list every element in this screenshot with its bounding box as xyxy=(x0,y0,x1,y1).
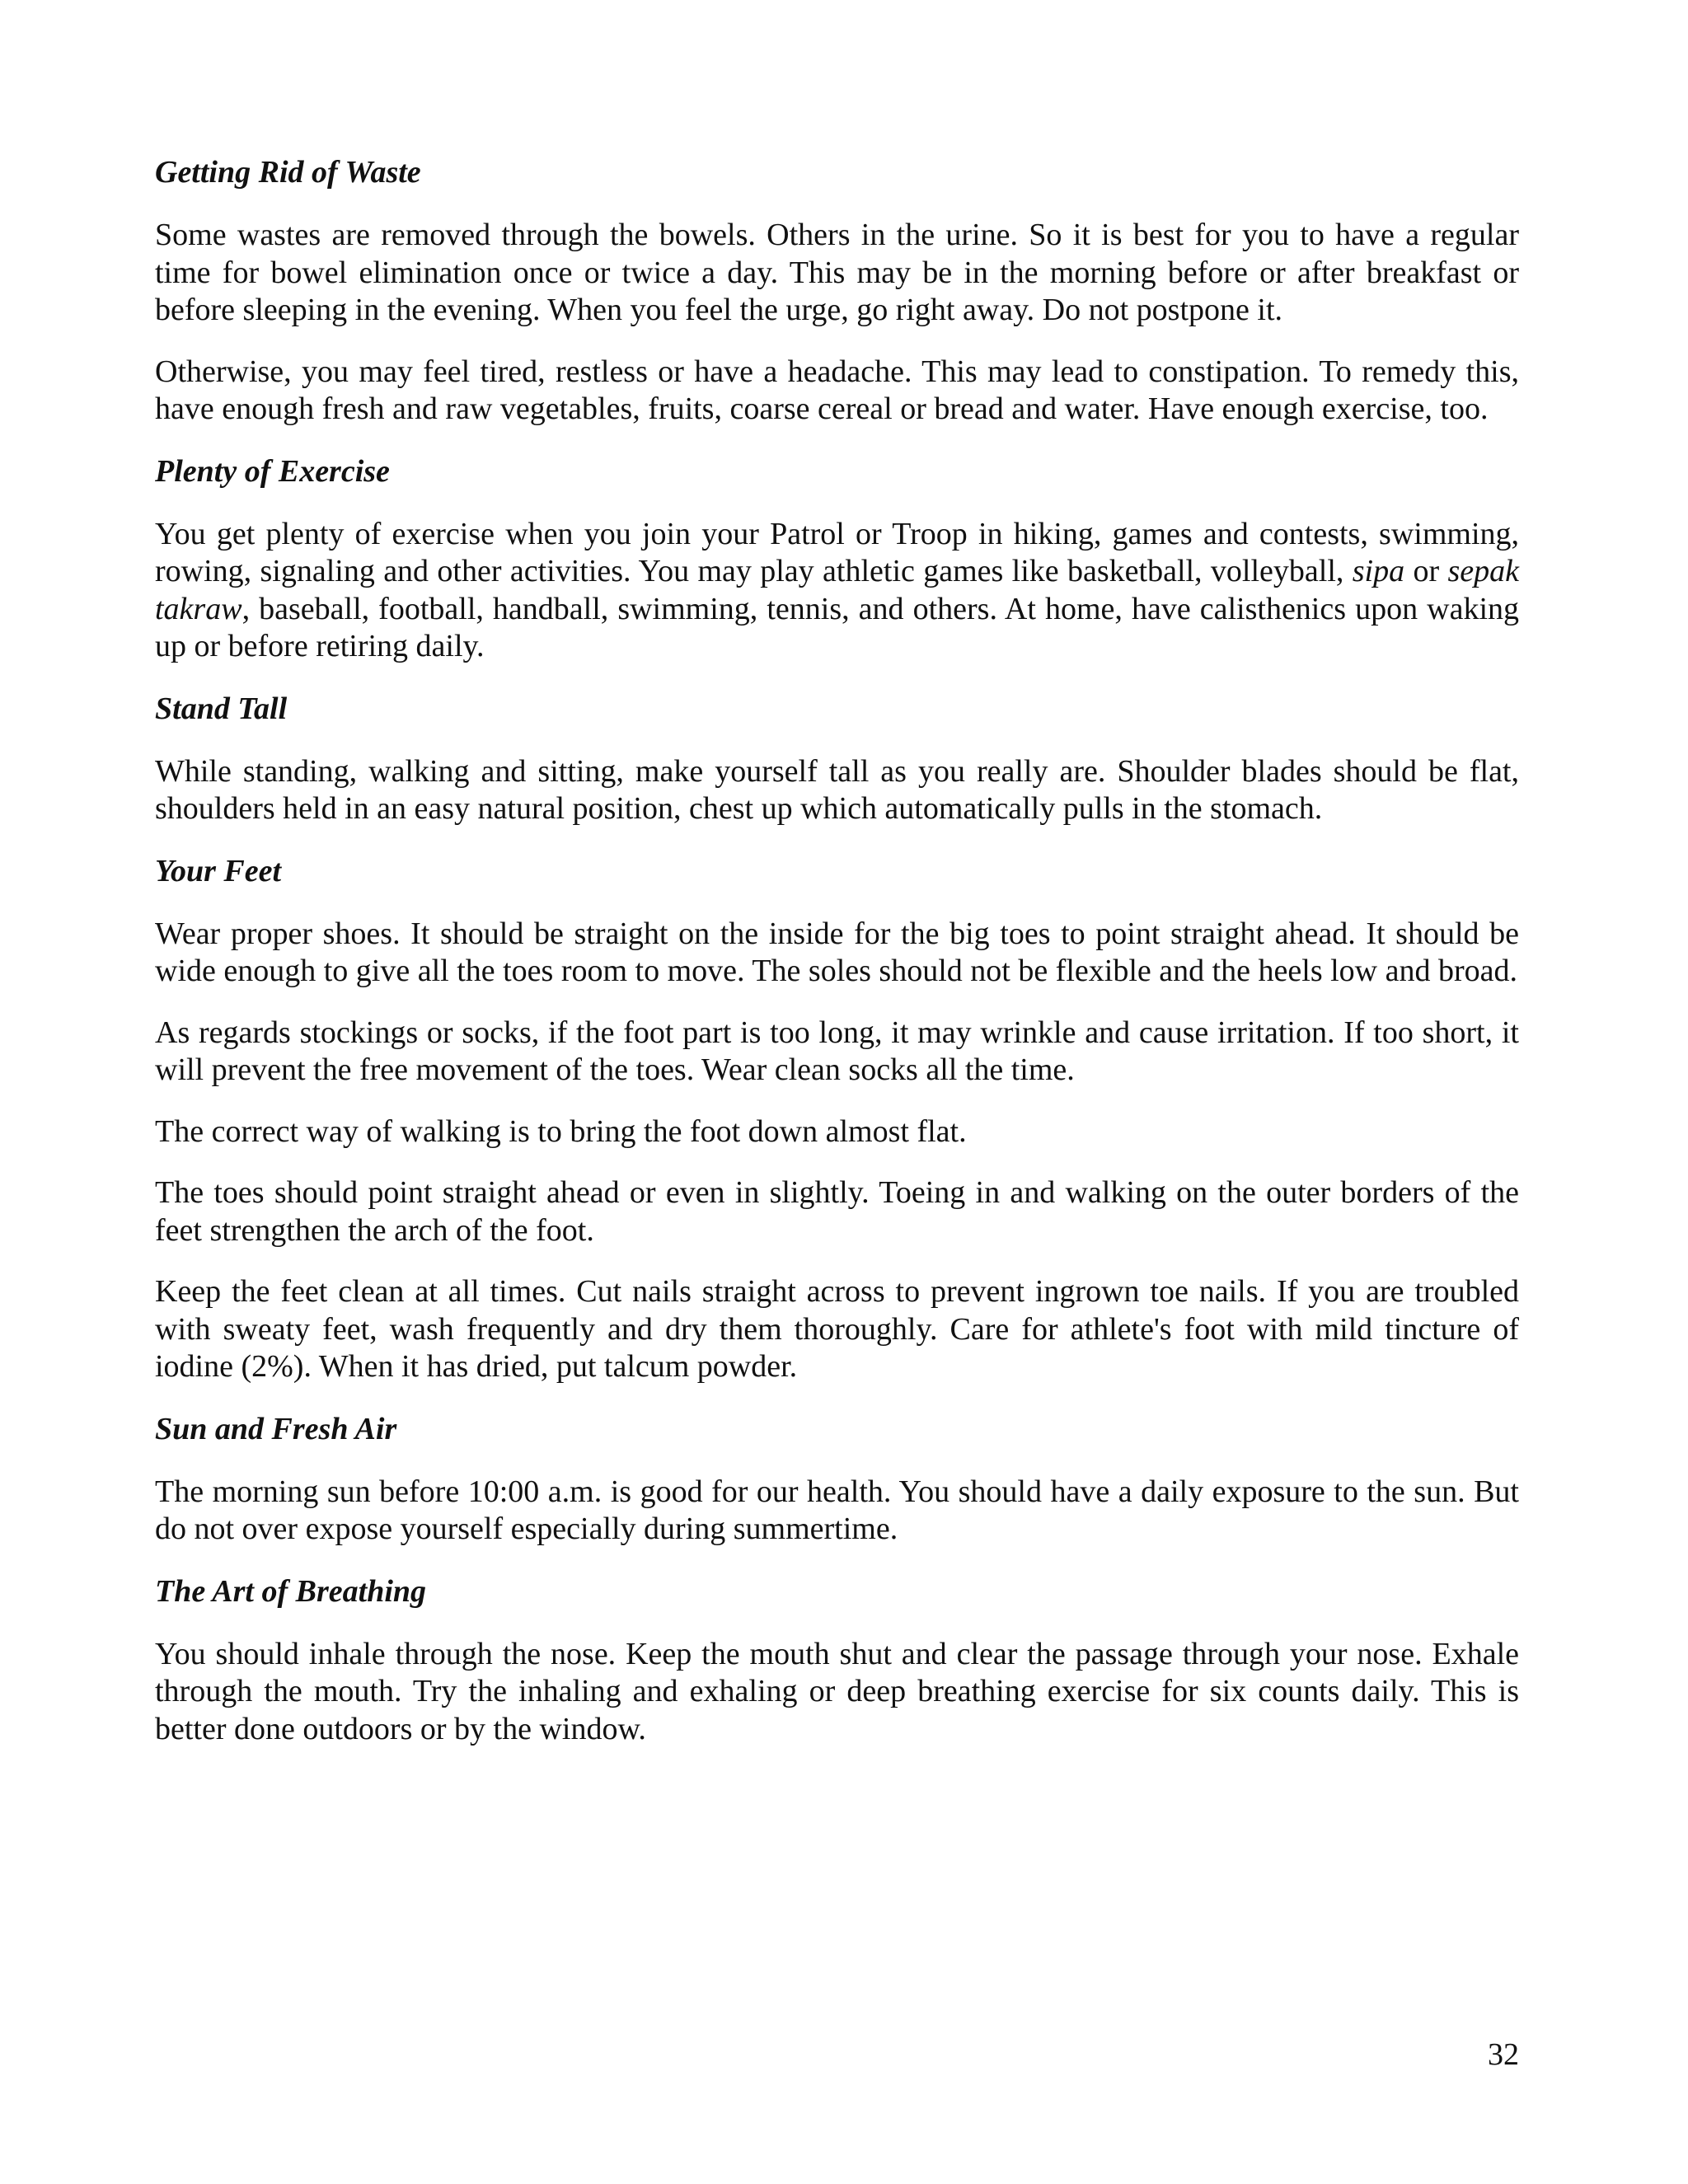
paragraph xyxy=(155,217,1519,330)
text-run: Some wastes are removed through the bowels. Others in the urine. So it is best for you to have a regular time for bowel elimination once or twice a day. This may be in the morning before or after breakfast or before sleeping in the evening. When you feel the urge, go right away. Do not postpone it. xyxy=(155,218,1519,327)
text-run: The toes should point straight ahead or even in slightly. Toeing in and walking on the outer borders of the feet strengthen the arch of the foot. xyxy=(155,1175,1519,1248)
text-run: Wear proper shoes. It should be straight on the inside for the big toes to point straight ahead. It should be wide enough to give all the toes room to move. The soles should not be flexible and the heels low and broad. xyxy=(155,916,1519,988)
text-run: While standing, walking and sitting, make yourself tall as you really are. Shoulder blades should be flat, shoulders held in an easy natural position, chest up which automatically pulls in the stomach. xyxy=(155,753,1519,826)
text-run: The morning sun before 10:00 a.m. is good for our health. You should have a daily exposure to the sun. But do not over expose yourself especially during summertime. xyxy=(155,1474,1519,1546)
section-heading: Getting Rid of Waste xyxy=(155,155,421,190)
paragraph xyxy=(155,1174,1519,1249)
page-content xyxy=(155,153,1519,1748)
text-run: You should inhale through the nose. Keep the mouth shut and clear the passage through your nose. Exhale through the mouth. Try the inhaling and exhaling or deep breathing exercise for six counts daily. This is better done outdoors or by the window. xyxy=(155,1636,1519,1746)
page-number: 32 xyxy=(1488,2037,1519,2072)
paragraph xyxy=(155,1015,1519,1090)
text-run: Keep the feet clean at all times. Cut nails straight across to prevent ingrown toe nails. If you are troubled with sweaty feet, wash frequently and dry them thoroughly. Care for athlete's foot with mild tincture of iodine (2%). When it has dried, put talcum powder. xyxy=(155,1274,1519,1384)
text-run: As regards stockings or socks, if the foot part is too long, it may wrinkle and cause irritation. If too short, it will prevent the free movement of the toes. Wear clean socks all the time. xyxy=(155,1015,1519,1087)
section-heading: Stand Tall xyxy=(155,691,288,726)
section-heading: Sun and Fresh Air xyxy=(155,1411,397,1446)
section-heading: The Art of Breathing xyxy=(155,1573,427,1609)
text-run: You get plenty of exercise when you join your Patrol or Troop in hiking, games and contests, swimming, rowing, signaling and other activities. You may play athletic games like basketball, volleyball, xyxy=(155,516,1519,588)
text-run: , baseball, football, handball, swimming, tennis, and others. At home, have calisthenics upon waking up or before retiring daily. xyxy=(155,591,1519,663)
text-run: The correct way of walking is to bring the foot down almost flat. xyxy=(155,1113,967,1149)
section-heading: Plenty of Exercise xyxy=(155,453,390,489)
italic-term: sipa xyxy=(1352,554,1405,588)
paragraph xyxy=(155,753,1519,828)
paragraph xyxy=(155,916,1519,991)
paragraph xyxy=(155,1113,1519,1151)
text-run: or xyxy=(1404,554,1448,588)
paragraph xyxy=(155,1273,1519,1386)
paragraph xyxy=(155,1636,1519,1749)
text-run: Otherwise, you may feel tired, restless or have a headache. This may lead to constipation. To remedy this, have enough fresh and raw vegetables, fruits, coarse cereal or bread and water. Have enough exercise, too. xyxy=(155,354,1519,426)
section-heading: Your Feet xyxy=(155,853,282,888)
paragraph xyxy=(155,1474,1519,1549)
italic-term: sepak takraw xyxy=(155,554,1519,626)
paragraph xyxy=(155,516,1519,666)
paragraph xyxy=(155,354,1519,429)
